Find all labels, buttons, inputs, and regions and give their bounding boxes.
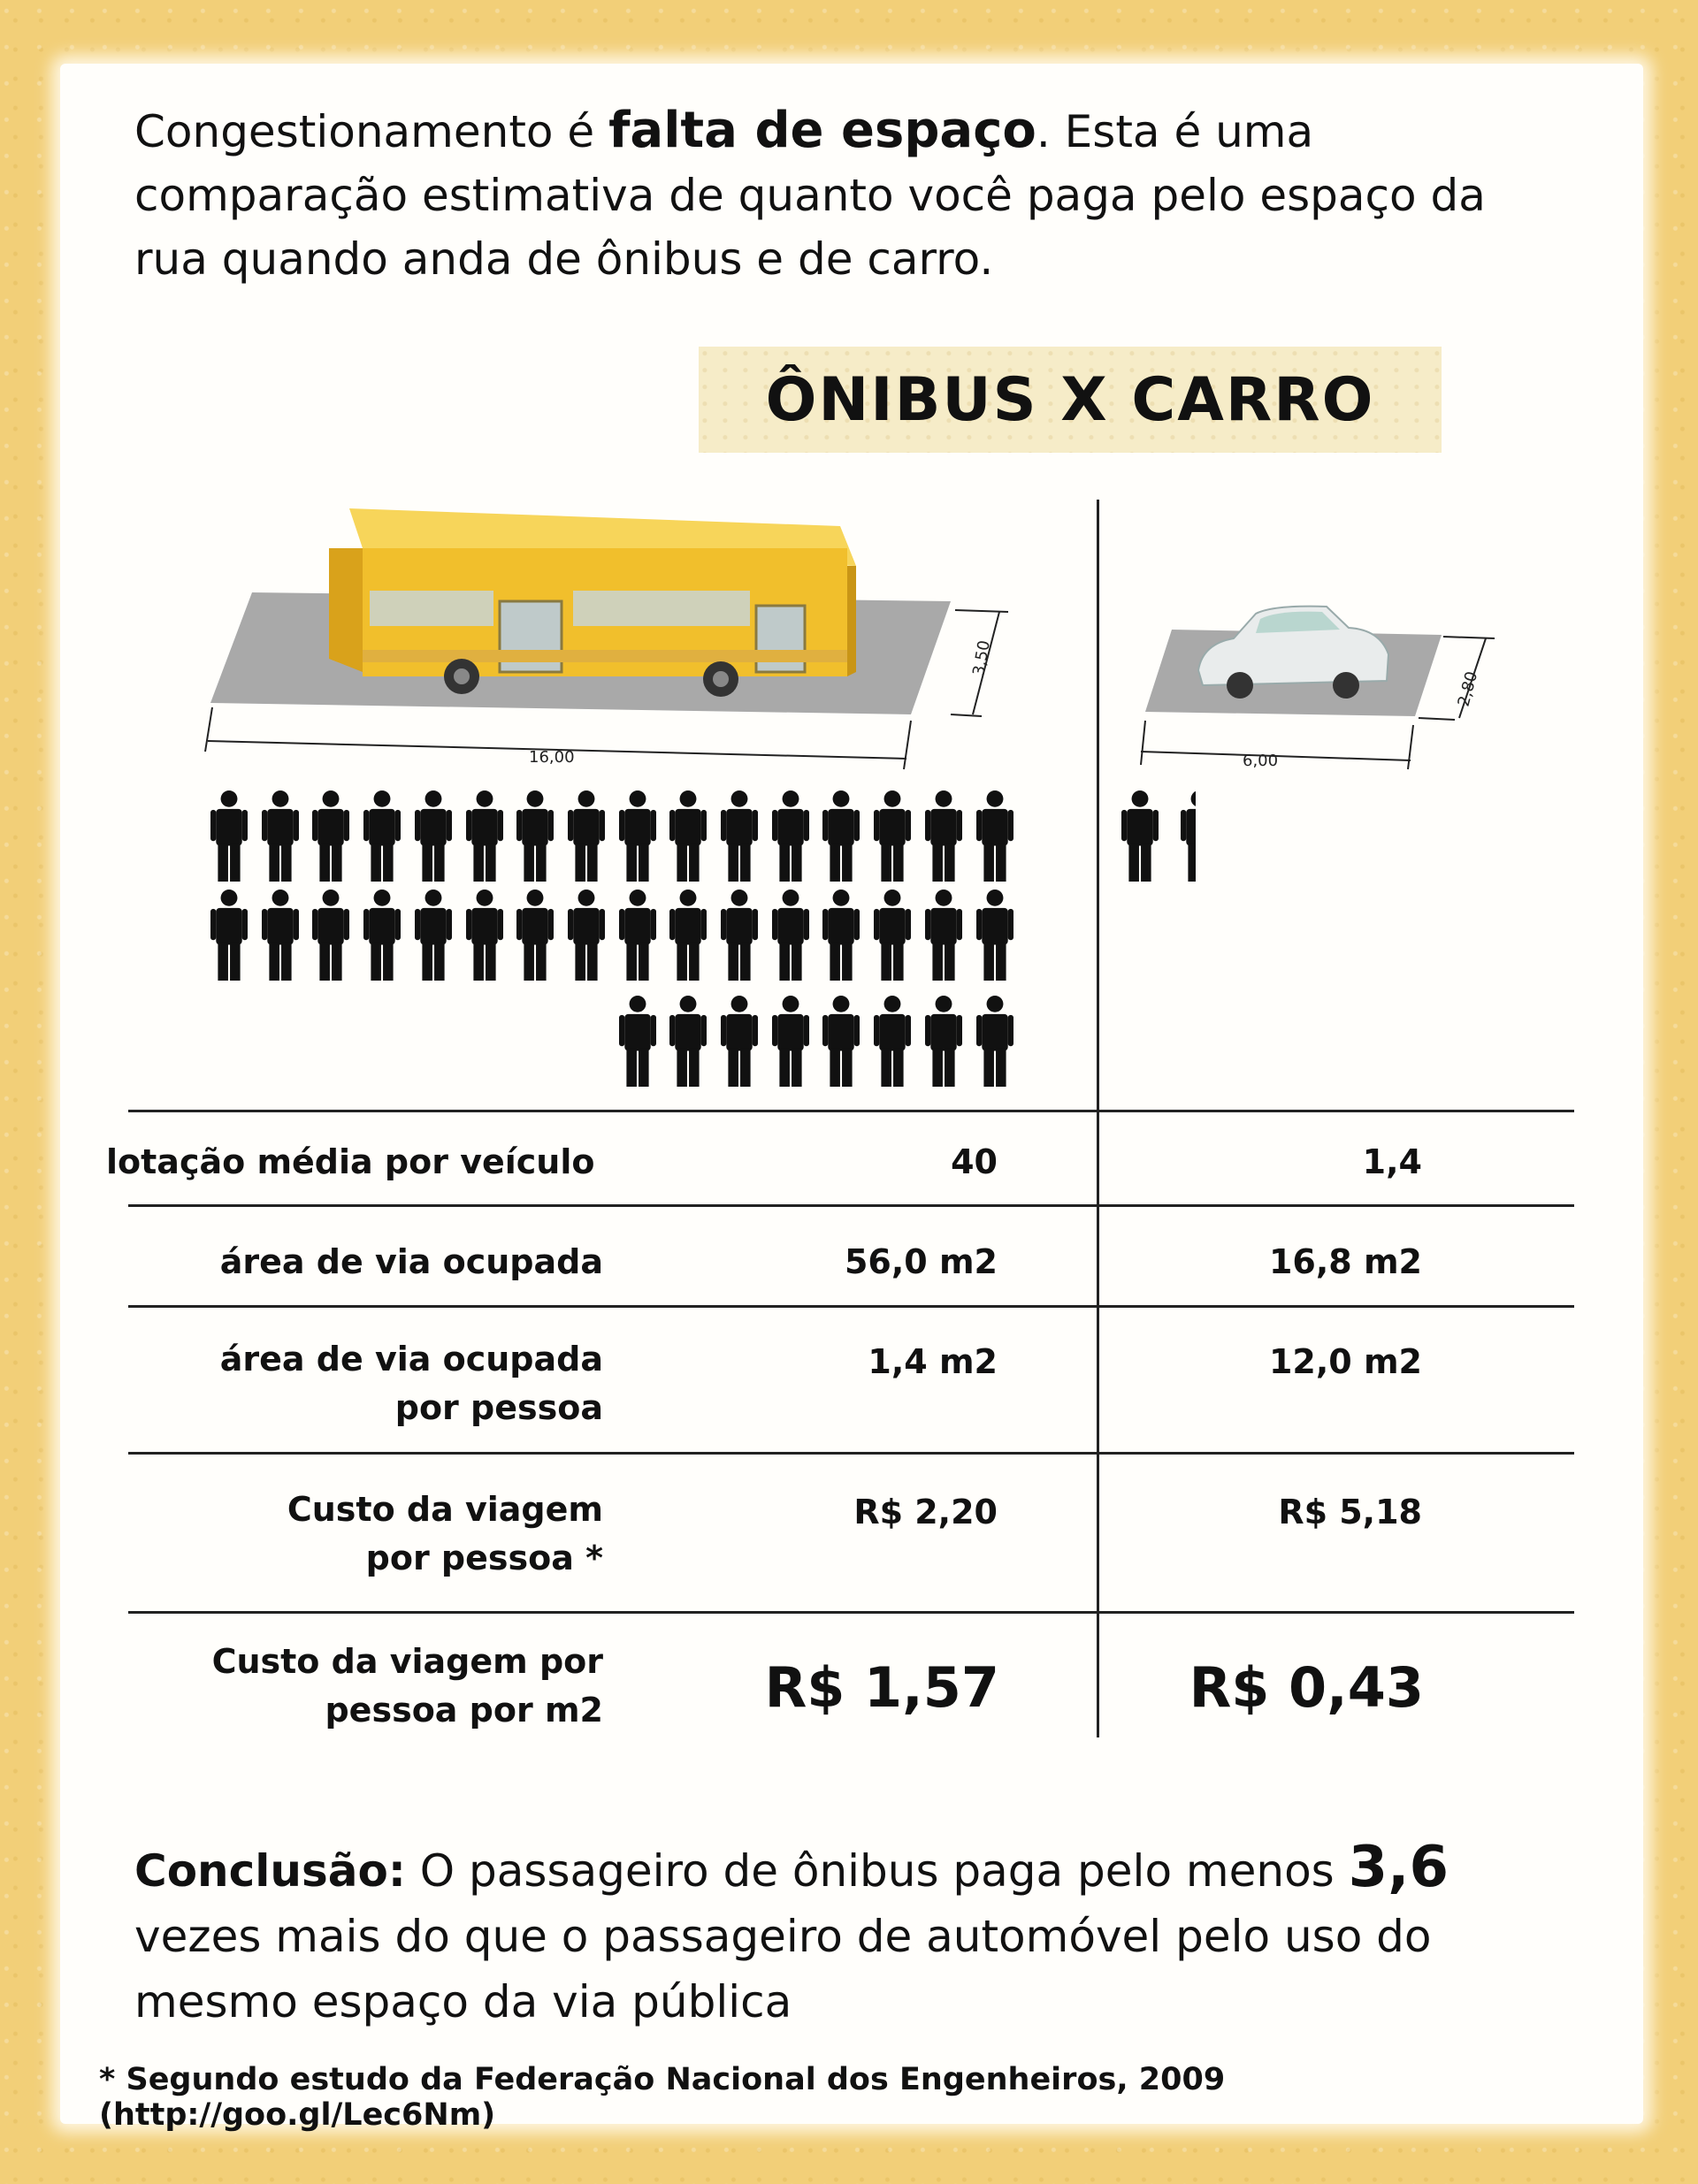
row-label-area-per-person-line2: por pessoa [394,1388,603,1427]
row-label-area-per-person [106,1335,603,1432]
bus-width-label: 3,50 [969,638,994,677]
person-icon [976,790,1013,882]
conclusion-text [134,1835,1585,2035]
person-icon [262,889,299,981]
row-car-area-per-person: 12,0 m2 [1268,1342,1422,1381]
person-icon [925,995,962,1087]
row-label-cost-per-m2 [106,1638,603,1735]
footnote: * Segundo estudo da Federação Nacional dos Engenheiros, 2009 (http://goo.gl/Lec6Nm) [99,2062,1226,2133]
row-label-cost-per-person-line1: Custo da viagem [287,1490,603,1529]
person-icon [568,790,605,882]
person-icon [721,889,758,981]
row-bus-area: 56,0 m2 [844,1242,998,1281]
person-icon [822,889,860,981]
table-line-4 [128,1611,1574,1614]
person-icon [669,889,707,981]
person-icon [210,790,248,882]
conclusion-text2: vezes mais do que o passageiro de automóvel pelo uso do mesmo espaço da via pública [134,1911,1432,2027]
person-icon [925,889,962,981]
person-icon [874,995,911,1087]
row-bus-occupancy: 40 [951,1142,998,1181]
row-label-cost-per-m2-line2: pessoa por m2 [325,1691,603,1730]
row-label-area [106,1238,603,1287]
row-bus-cost-per-person: R$ 2,20 [853,1493,998,1531]
intro-part1: Congestionamento é [134,106,609,157]
person-icon [619,995,656,1087]
person-icon [822,790,860,882]
person-icon [363,889,401,981]
person-icon [874,889,911,981]
car-width-label: 2,80 [1454,669,1482,709]
conclusion-number: 3,6 [1348,1835,1449,1900]
person-icon [772,889,809,981]
row-label-occupancy: lotação média por veículo [106,1142,595,1181]
person-icon [976,889,1013,981]
intro-part2: . Esta é uma comparação estimativa de quanto você paga pelo espaço da rua quando anda de ônibus e de carro. [134,106,1486,285]
row-car-area: 16,8 m2 [1268,1242,1422,1281]
person-icon [466,889,503,981]
person-icon [210,889,248,981]
person-icon [1181,790,1196,882]
row-car-occupancy: 1,4 [1362,1142,1422,1181]
person-icon [363,790,401,882]
person-icon [516,790,554,882]
row-car-cost-per-m2: R$ 0,43 [1189,1655,1424,1720]
person-icon [619,889,656,981]
row-bus-cost-per-m2: R$ 1,57 [764,1655,999,1720]
person-icon [721,995,758,1087]
person-icon [415,889,452,981]
person-icon [721,790,758,882]
table-line-top [128,1110,1574,1112]
person-icon [772,790,809,882]
row-bus-area-per-person: 1,4 m2 [868,1342,998,1381]
table-line-3 [128,1452,1574,1455]
person-icon [516,889,554,981]
row-label-area-per-person-line1: área de via ocupada [219,1340,603,1378]
person-icon [925,790,962,882]
bus-illustration [329,508,856,697]
person-icon [874,790,911,882]
car-length-label: 6,00 [1243,752,1279,770]
row-label-area-line1: área de via ocupada [219,1242,603,1281]
person-icon [772,995,809,1087]
table-line-1 [128,1204,1574,1207]
person-icon [822,995,860,1087]
table-line-2 [128,1305,1574,1308]
person-icon [312,889,349,981]
person-icon [619,790,656,882]
bus-length-label: 16,00 [529,748,575,767]
person-icon [669,995,707,1087]
row-car-cost-per-person: R$ 5,18 [1278,1493,1422,1531]
row-label-cost-per-person-line2: por pessoa * [365,1539,603,1577]
row-label-cost-per-person [106,1485,603,1583]
intro-emphasis: falta de espaço [608,102,1036,159]
person-icon [669,790,707,882]
person-icon [1121,790,1159,882]
person-icon [312,790,349,882]
person-icon [415,790,452,882]
conclusion-lead: Conclusão: [134,1845,406,1897]
column-divider [1097,500,1099,1737]
person-icon [976,995,1013,1087]
page-title: ÔNIBUS X CARRO [765,364,1375,435]
row-label-cost-per-m2-line1: Custo da viagem por [211,1642,603,1681]
person-icon [262,790,299,882]
person-icon [466,790,503,882]
person-icon [568,889,605,981]
conclusion-text1: O passageiro de ônibus paga pelo menos [405,1845,1349,1897]
